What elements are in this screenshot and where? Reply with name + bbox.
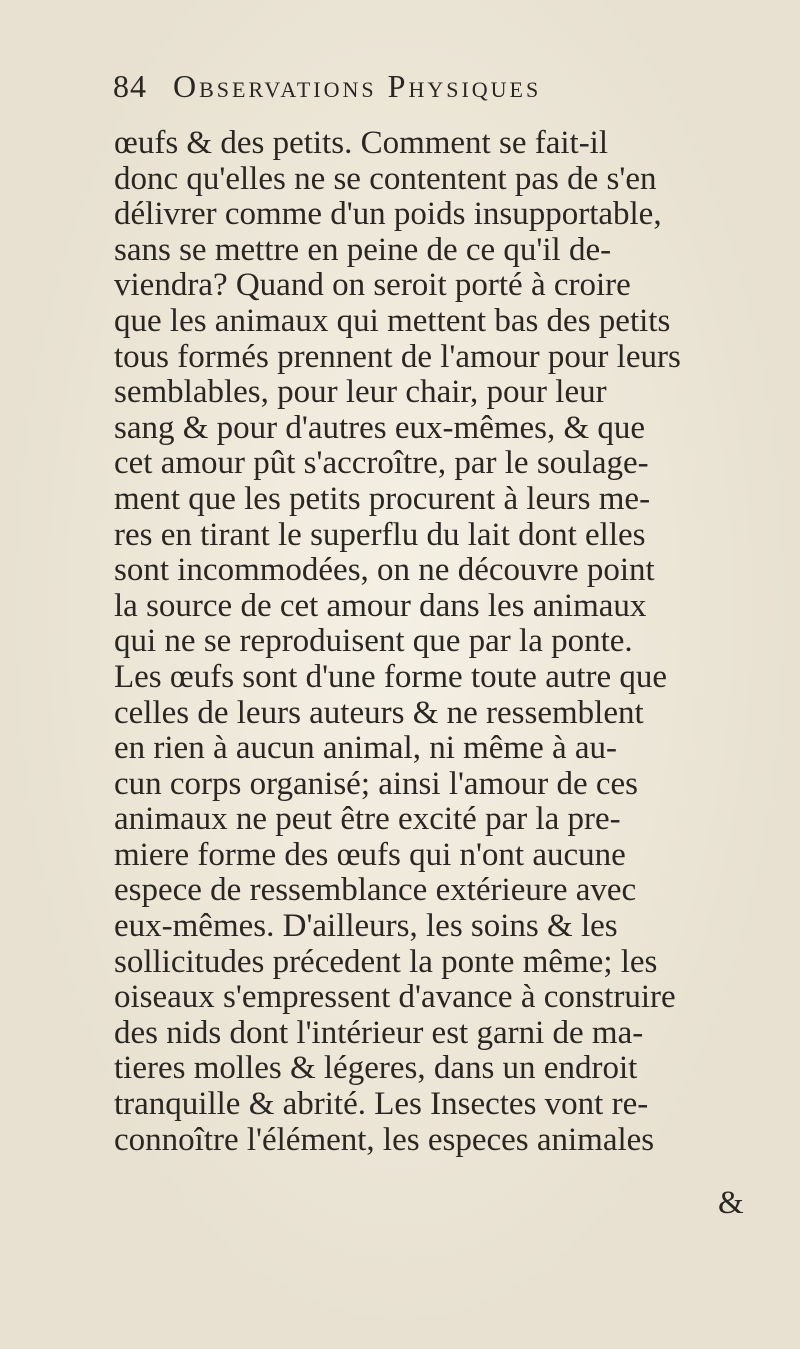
text-line: en rien à aucun animal, ni même à au- [114, 730, 618, 767]
text-line: espece de ressemblance extérieure avec [114, 872, 637, 909]
text-line: ment que les petits procurent à leurs me- [114, 480, 651, 517]
text-line: animaux ne peut être excité par la pre- [114, 801, 621, 838]
text-line: semblables, pour leur chair, pour leur [114, 374, 607, 411]
text-line: sang & pour d'autres eux-mêmes, & que [114, 409, 646, 446]
text-line: Les œufs sont d'une forme toute autre que [114, 658, 668, 695]
text-line: donc qu'elles ne se contentent pas de s'en [114, 160, 657, 197]
text-line: sont incommodées, on ne découvre point [114, 552, 655, 589]
text-line: la source de cet amour dans les animaux [114, 587, 647, 624]
text-line: délivrer comme d'un poids insupportable, [114, 196, 662, 233]
running-head: Observations Physiques [173, 68, 542, 104]
text-line: miere forme des œufs qui n'ont aucune [114, 836, 626, 873]
text-line: connoître l'élément, les especes animales [114, 1121, 655, 1158]
text-line: tous formés prennent de l'amour pour leurs [114, 338, 681, 375]
text-line: viendra? Quand on seroit porté à croire [114, 267, 631, 304]
page-number: 84 [113, 68, 147, 104]
text-line: des nids dont l'intérieur est garni de ma- [114, 1014, 644, 1051]
catchword: & [718, 1185, 744, 1221]
page-header [113, 66, 753, 106]
text-line: qui ne se reproduisent que par la ponte. [114, 623, 633, 660]
text-line: celles de leurs auteurs & ne ressemblent [114, 694, 644, 731]
text-line: que les animaux qui mettent bas des petits [114, 302, 671, 339]
text-line: œufs & des petits. Comment se fait-il [114, 125, 609, 161]
text-line: sans se mettre en peine de ce qu'il de- [114, 231, 612, 268]
text-line: oiseaux s'empressent d'avance à construire [114, 979, 676, 1016]
body-text [114, 126, 774, 1158]
text-line: tieres molles & légeres, dans un endroit [114, 1050, 638, 1087]
text-line: eux-mêmes. D'ailleurs, les soins & les [114, 908, 618, 945]
text-line: cun corps organisé; ainsi l'amour de ces [114, 765, 639, 802]
text-line: sollicitudes précedent la ponte même; les [114, 943, 658, 980]
text-line: tranquille & abrité. Les Insectes vont re- [114, 1086, 649, 1123]
text-line: cet amour pût s'accroître, par le soulage- [114, 445, 649, 482]
text-line: res en tirant le superflu du lait dont elles [114, 516, 646, 553]
